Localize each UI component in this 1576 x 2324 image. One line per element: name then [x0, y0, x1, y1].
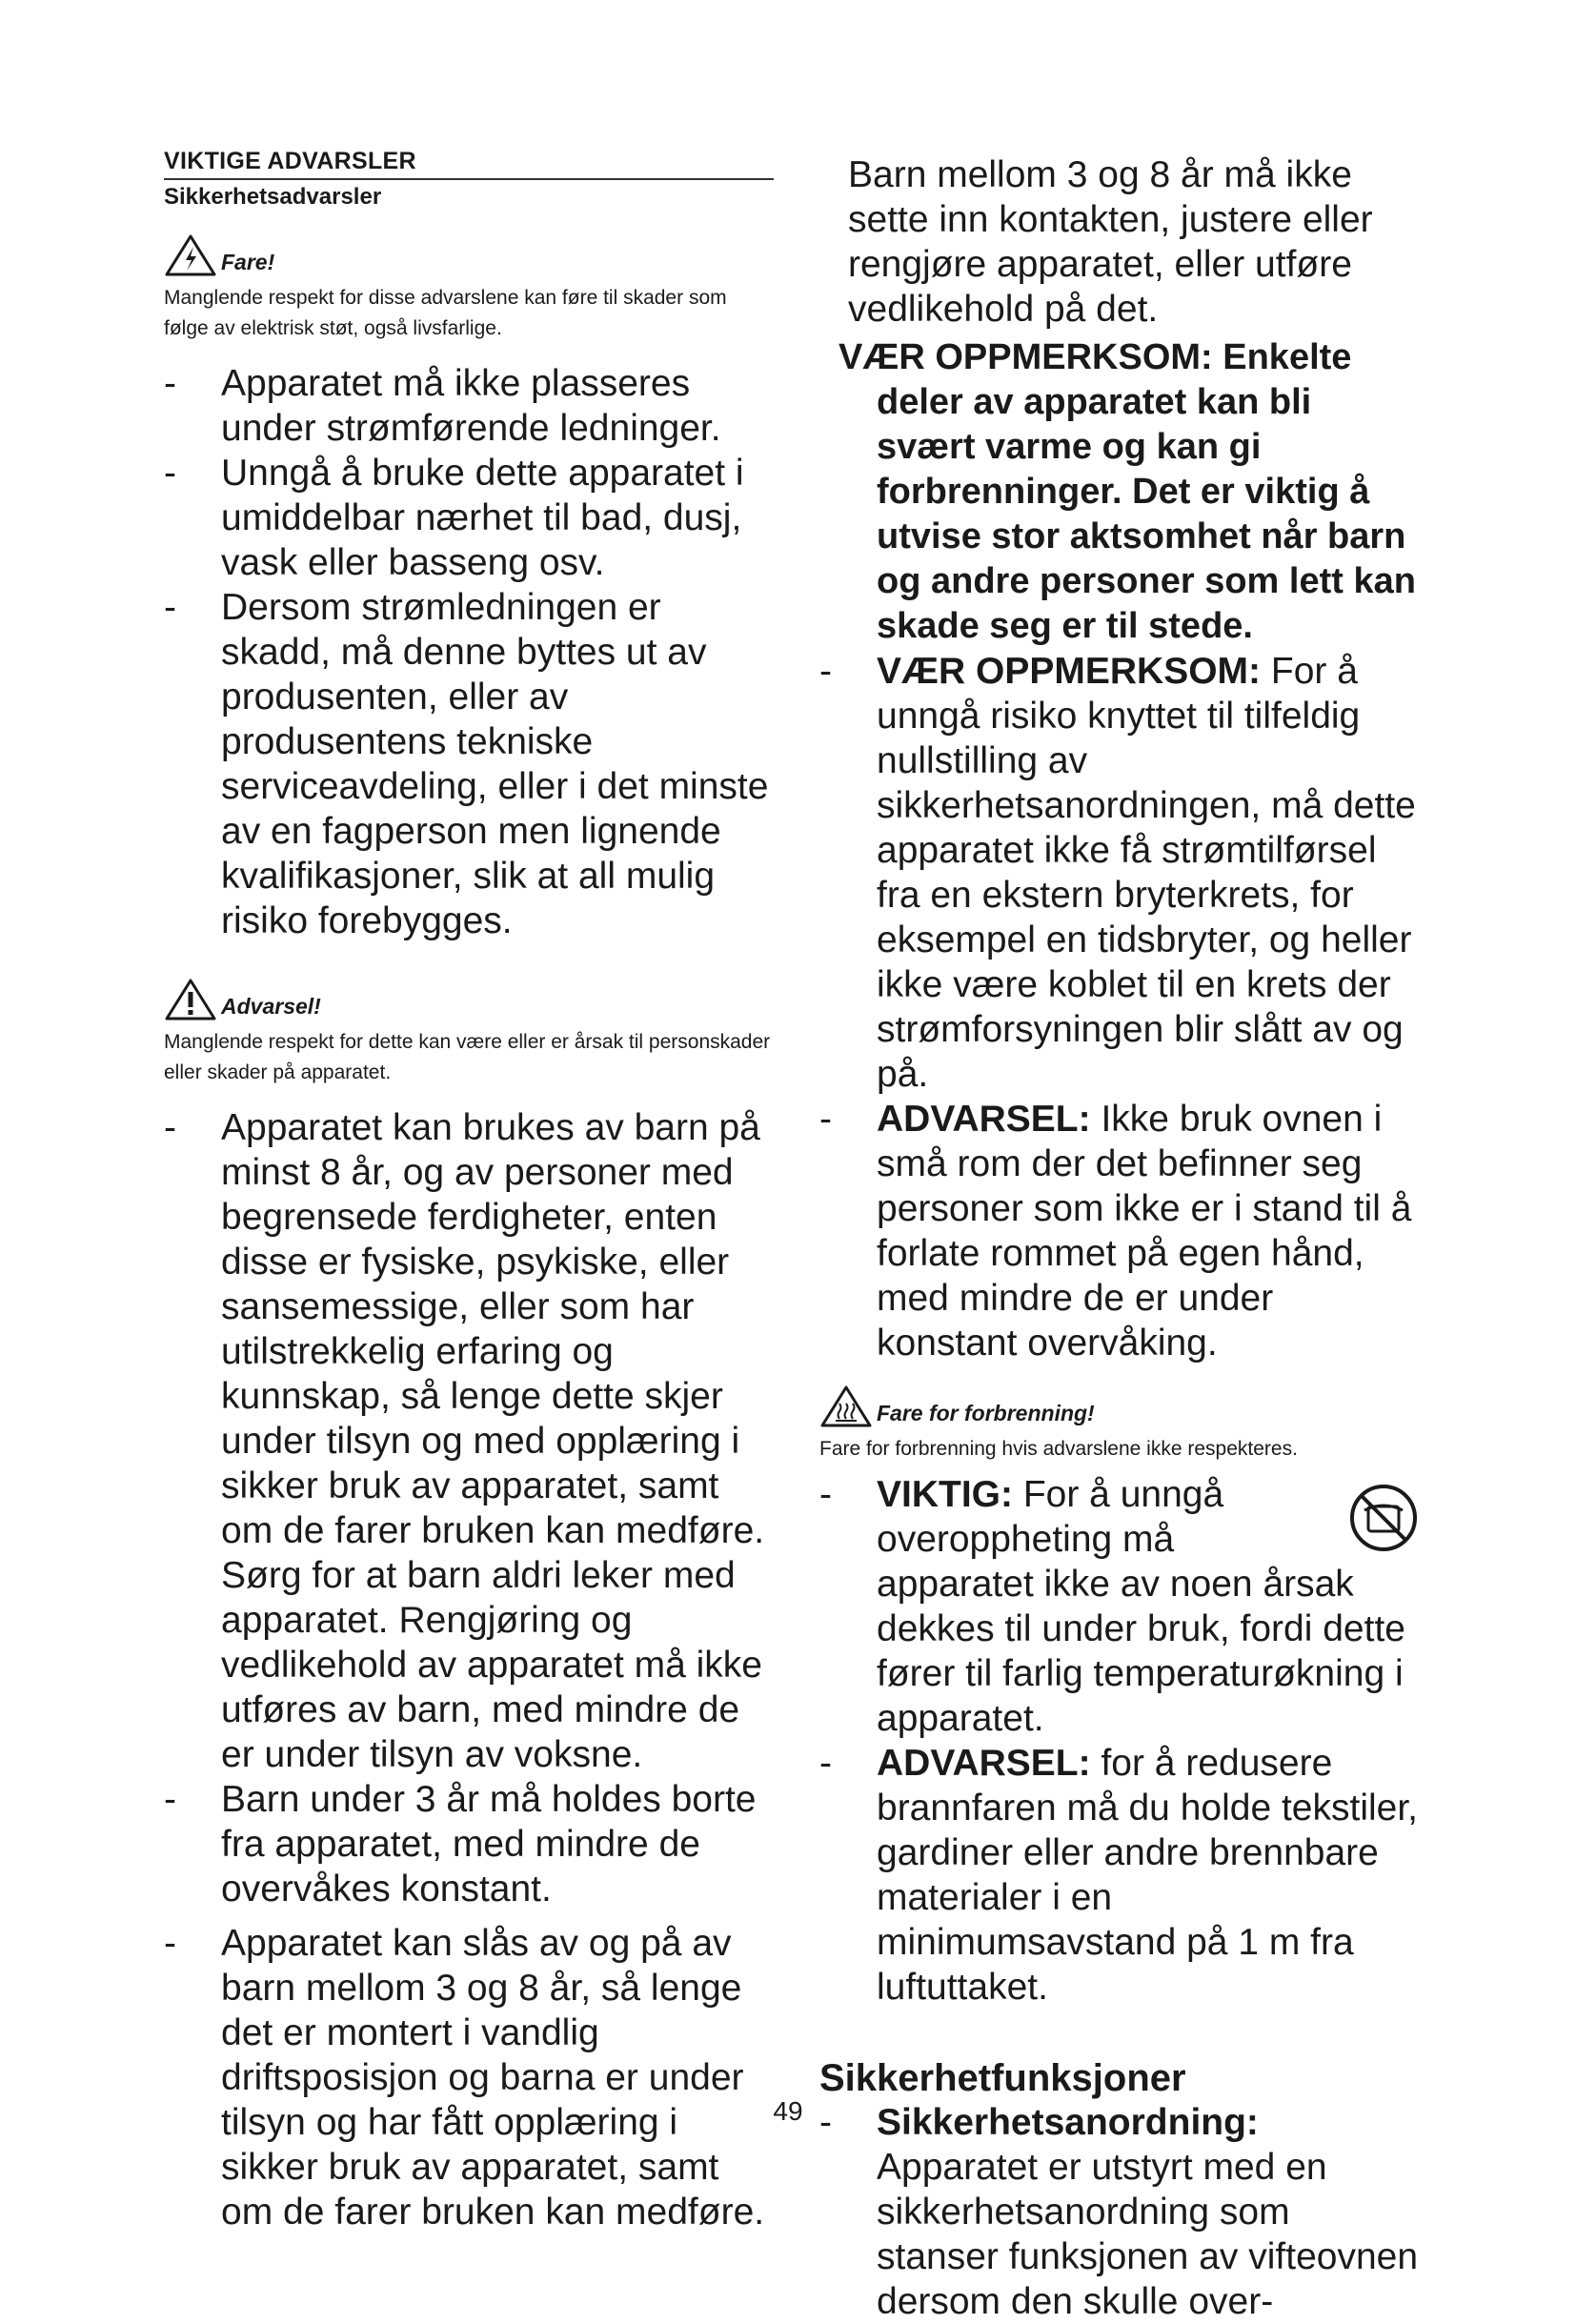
list-item: - ADVARSEL: for å redusere brannfaren må du holde tekstiler, gardiner eller andre brennbare materialer i en minimumsavstand på 1 m fra luftuttaket.: [819, 1743, 1419, 2008]
section-title: VIKTIGE ADVARSLER: [164, 148, 774, 180]
burn-heading: [819, 1384, 1420, 1428]
page-number: 49: [773, 2096, 803, 2126]
burn-text: Fare for forbrenning hvis advarslene ikke respekteres.: [819, 1438, 1298, 1460]
advarsel-text: Manglende respekt for dette kan være eller er årsak til personskader eller skader på apparatet.: [164, 1031, 771, 1083]
fare-heading: [164, 233, 774, 277]
list-item: - Apparatet må ikke plasseres under strømførende ledninger.: [164, 363, 721, 449]
list-item: - Unngå å bruke dette apparatet i umiddelbar nærhet til bad, dusj, vask eller basseng osv.: [164, 453, 744, 583]
advarsel-title: Advarsel!: [221, 994, 321, 1019]
advarsel-heading: [164, 978, 774, 1021]
burn-title: Fare for forbrenning!: [877, 1401, 1095, 1425]
list-item: - Dersom strømledningen er skadd, må denne byttes ut av produsenten, eller av produsentens tekniske serviceavdeling, eller i det minste av en fagperson men lignende kvalifikasjoner, slik at all mulig risiko forebygges.: [164, 587, 769, 941]
hot-surface-warning-icon: [819, 1384, 873, 1428]
fare-title: Fare!: [221, 250, 275, 274]
caution-block: VÆR OPPMERKSOM: Enkelte deler av apparatet kan bli svært varme og kan gi forbrenninger. Det er viktig å utvise stor aktsomhet når barn og andre personer som lett kan skade seg er til stede.: [839, 337, 1416, 646]
general-warning-icon: [164, 978, 217, 1021]
list-item: - Barn under 3 år må holdes borte fra apparatet, med mindre de overvåkes konstant.: [164, 1779, 757, 1910]
left-column: [164, 148, 774, 2234]
fare-text: Manglende respekt for disse advarslene kan føre til skader som følge av elektrisk støt, også livsfarlige.: [164, 287, 727, 339]
intro-paragraph: Barn mellom 3 og 8 år må ikke sette inn kontakten, justere eller rengjøre apparatet, eller utføre vedlikehold på det.: [848, 154, 1373, 330]
section-subtitle: Sikkerhetsadvarsler: [164, 184, 382, 210]
list-item: - ADVARSEL: Ikke bruk ovnen i små rom der det befinner seg personer som ikke er i stand til å forlate rommet på egen hånd, med mindre de er under konstant overvåking.: [819, 1099, 1412, 1364]
do-not-cover-icon: [1347, 1482, 1420, 1554]
list-item: - VÆR OPPMERKSOM: For å unngå risiko knyttet til tilfeldig nullstilling av sikkerhetsanordningen, må dette apparatet ikke få strømtilførsel fra en ekstern bryterkrets, for eksempel en tidsbryter, og heller ikke være koblet til en krets der strømforsyningen blir slått av og på.: [819, 651, 1416, 1095]
electric-shock-warning-icon: [164, 233, 217, 277]
section-heading: Sikkerhetfunksjoner: [819, 2057, 1186, 2099]
list-item: - Sikkerhetsanordning: Apparatet er utstyrt med en sikkerhetsanordning som stanser funksjonen av vifteovnen dersom den skulle over-: [819, 2102, 1419, 2322]
list-item: - VIKTIG: For å unngå overoppheting må apparatet ikke av noen årsak dekkes til under bruk, fordi dette fører til farlig temperaturøkning i apparatet.: [819, 1472, 1420, 1741]
list-item: - Apparatet kan brukes av barn på minst 8 år, og av personer med begrensede ferdigheter, enten disse er fysiske, psykiske, eller sansemessige, eller som har utilstrekkelig erfaring og kunnskap, så lenge dette skjer under tilsyn og med opplæring i sikker bruk av apparatet, samt om de farer bruken kan medføre. Sørg for at barn aldri leker med apparatet. Rengjøring og vedlikehold av apparatet må ikke utføres av barn, med mindre de er under tilsyn av voksne.: [164, 1107, 765, 1775]
list-item: - Apparatet kan slås av og på av barn mellom 3 og 8 år, så lenge det er montert i vandlig driftsposisjon og barna er under tilsyn og har fått opplæring i sikker bruk av apparatet, samt om de farer bruken kan medføre.: [164, 1923, 765, 2233]
right-column: [819, 152, 1420, 2324]
